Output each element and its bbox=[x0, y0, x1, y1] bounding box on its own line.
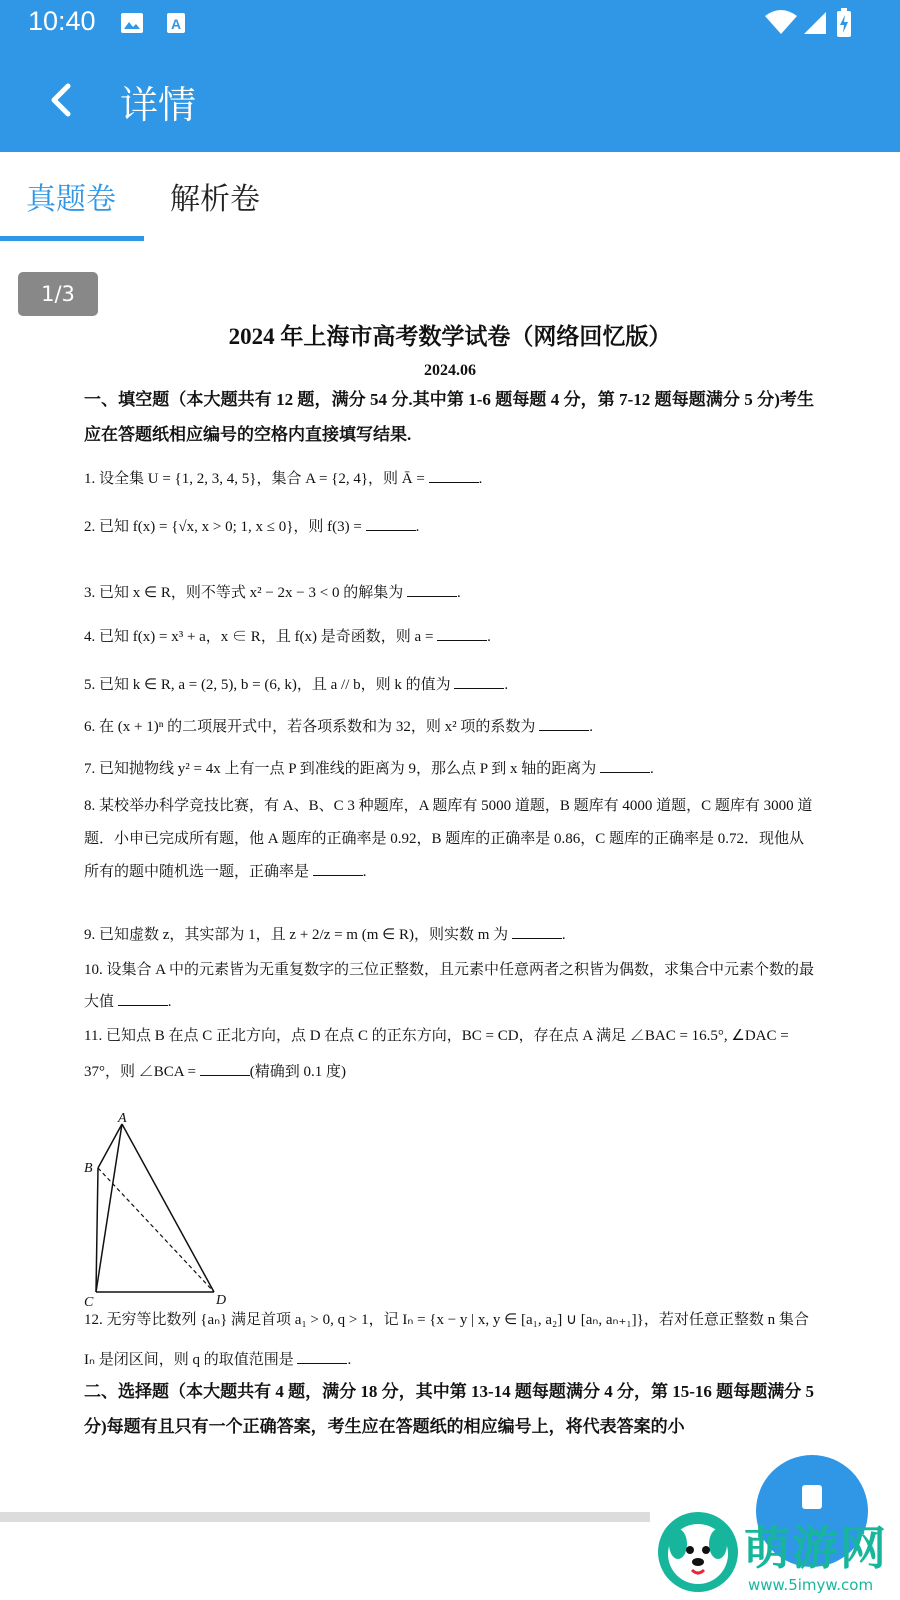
question-4-text: 4. 已知 f(x) = x³ + a，x ∈ R，且 f(x) 是奇函数，则 a = bbox=[84, 629, 434, 645]
question-8-text: 8. 某校举办科学竞技比赛，有 A、B、C 3 种题库，A 题库有 5000 道题，B 题库有 4000 道题，C 题库有 3000 道题．小申已完成所有题，他 A 题库的正确率是 0.92，B 题库的正确率是 0.86，C 题库的正确率是 0.72．现他从所有的题中随机选一题，正确率是 bbox=[84, 798, 813, 880]
question-9-text: 9. 已知虚数 z，其实部为 1，且 z + 2/z = m (m ∈ R)，则实数 m 为 bbox=[84, 927, 509, 943]
question-12-text: 12. 无穷等比数列 {aₙ} 满足首项 a₁ > 0, q > 1，记 Iₙ = {x − y | x, y ∈ [a₁, a₂] ∪ [aₙ, aₙ₊₁]}，若对任意正整数 n 集合 Iₙ 是闭区间，则 q 的取值范围是 bbox=[84, 1312, 809, 1368]
section-1-heading: 一、填空题（本大题共有 12 题，满分 54 分.其中第 1-6 题每题 4 分，第 7-12 题每题满分 5 分)考生应在答题纸相应编号的空格内直接填写结果. bbox=[84, 390, 814, 444]
back-arrow-icon[interactable] bbox=[40, 78, 84, 122]
page-indicator: 1/3 bbox=[18, 272, 98, 316]
answer-blank bbox=[118, 991, 168, 1006]
question-3: 3. 已知 x ∈ R，则不等式 x² − 2x − 3 < 0 的解集为 . bbox=[84, 578, 814, 608]
segment-bc bbox=[96, 1168, 98, 1292]
active-tab-indicator bbox=[0, 236, 144, 241]
answer-blank bbox=[313, 861, 363, 876]
watermark bbox=[652, 1510, 900, 1600]
watermark-name: 萌游网 bbox=[744, 1521, 888, 1575]
status-time: 10:40 bbox=[28, 6, 96, 36]
question-7-text: 7. 已知抛物线 y² = 4x 上有一点 P 到准线的距离为 9，那么点 P 到 x 轴的距离为 bbox=[84, 761, 597, 777]
status-bar bbox=[0, 0, 900, 48]
svg-text:A: A bbox=[170, 16, 182, 32]
answer-blank bbox=[200, 1061, 250, 1076]
question-7: 7. 已知抛物线 y² = 4x 上有一点 P 到准线的距离为 9，那么点 P 到 x 轴的距离为 . bbox=[84, 754, 814, 784]
question-10-text: 10. 设集合 A 中的元素皆为无重复数字的三位正整数，且元素中任意两者之积皆为偶数，求集合中元素个数的最大值 bbox=[84, 962, 815, 1010]
page-title: 详情 bbox=[120, 83, 197, 127]
point-label-b: B bbox=[84, 1161, 93, 1176]
question-6: 6. 在 (x + 1)ⁿ 的二项展开式中，若各项系数和为 32，则 x² 项的系数为 . bbox=[84, 712, 814, 742]
question-11-precision: (精确到 0.1 度) bbox=[249, 1064, 346, 1080]
section-2-heading: 二、选择题（本大题共有 4 题，满分 18 分，其中第 13-14 题每题满分 4 分，第 15-16 题每题满分 5 分)每题有且只有一个正确答案，考生应在答题纸的相应编号上，将代表答案的小 bbox=[84, 1382, 814, 1436]
answer-blank bbox=[366, 516, 416, 531]
answer-blank bbox=[454, 674, 504, 689]
point-label-a: A bbox=[118, 1112, 127, 1126]
question-11 bbox=[84, 1018, 814, 1090]
horizontal-scrollbar[interactable] bbox=[0, 1512, 650, 1522]
question-2-text: 2. 已知 f(x) = {√x, x > 0; 1, x ≤ 0}，则 f(3) = bbox=[84, 519, 362, 535]
question-1-text: 1. 设全集 U = {1, 2, 3, 4, 5}，集合 A = {2, 4}，则 Ā = bbox=[84, 471, 425, 487]
question-10: 10. 设集合 A 中的元素皆为无重复数字的三位正整数，且元素中任意两者之积皆为偶数，求集合中元素个数的最大值 . bbox=[84, 962, 815, 1010]
segment-ad bbox=[122, 1124, 214, 1292]
answer-blank bbox=[437, 626, 487, 641]
question-2: 2. 已知 f(x) = {√x, x > 0; 1, x ≤ 0}，则 f(3) = . bbox=[84, 510, 814, 544]
exam-date: 2024.06 bbox=[424, 362, 476, 379]
question-3-text: 3. 已知 x ∈ R，则不等式 x² − 2x − 3 < 0 的解集为 bbox=[84, 585, 404, 601]
exam-title: 2024 年上海市高考数学试卷（网络回忆版） bbox=[228, 324, 672, 349]
answer-blank bbox=[407, 582, 457, 597]
app-bar bbox=[0, 48, 900, 152]
font-icon bbox=[166, 12, 186, 34]
question-4: 4. 已知 f(x) = x³ + a，x ∈ R，且 f(x) 是奇函数，则 a = . bbox=[84, 622, 814, 652]
tab-real-exam[interactable]: 真题卷 bbox=[26, 182, 116, 217]
question-8: 8. 某校举办科学竞技比赛，有 A、B、C 3 种题库，A 题库有 5000 道题，B 题库有 4000 道题，C 题库有 3000 道题．小申已完成所有题，他 A 题库的正确率是 0.92，B 题库的正确率是 0.86，C 题库的正确率是 0.72．现他从所有的题中随机选一题，正确率是 . bbox=[84, 798, 813, 880]
question-5: 5. 已知 k ∈ R, a = (2, 5), b = (6, k)，且 a // b，则 k 的值为 . bbox=[84, 670, 814, 700]
answer-blank bbox=[512, 924, 562, 939]
question-11-figure bbox=[84, 1112, 244, 1312]
wifi-icon bbox=[764, 10, 798, 36]
answer-blank bbox=[539, 716, 589, 731]
answer-blank bbox=[429, 468, 479, 483]
point-label-c: C bbox=[84, 1295, 94, 1310]
image-icon bbox=[120, 12, 144, 34]
battery-icon bbox=[836, 8, 852, 38]
answer-blank bbox=[600, 758, 650, 773]
point-label-d: D bbox=[216, 1293, 227, 1308]
question-6-text: 6. 在 (x + 1)ⁿ 的二项展开式中，若各项系数和为 32，则 x² 项的系数为 bbox=[84, 719, 536, 735]
question-5-text: 5. 已知 k ∈ R, a = (2, 5), b = (6, k)，且 a // b，则 k 的值为 bbox=[84, 677, 451, 693]
question-1: 1. 设全集 U = {1, 2, 3, 4, 5}，集合 A = {2, 4}，则 Ā = . bbox=[84, 464, 814, 494]
question-9: 9. 已知虚数 z，其实部为 1，且 z + 2/z = m (m ∈ R)，则实数 m 为 . bbox=[84, 920, 814, 950]
plus-icon bbox=[802, 1485, 822, 1509]
watermark-url: www.5imyw.com bbox=[748, 1576, 874, 1594]
question-12: 12. 无穷等比数列 {aₙ} 满足首项 a₁ > 0, q > 1，记 Iₙ = {x − y | x, y ∈ [a₁, a₂] ∪ [aₙ, aₙ₊₁]}，若对任意正整数 n 集合 Iₙ 是闭区间，则 q 的取值范围是 . bbox=[84, 1312, 809, 1368]
answer-blank bbox=[297, 1349, 347, 1364]
document-viewer[interactable] bbox=[0, 242, 900, 1512]
tab-bar bbox=[0, 152, 900, 242]
signal-icon bbox=[802, 10, 828, 36]
dog-logo-icon bbox=[656, 1510, 740, 1594]
question-11-text: 11. 已知点 B 在点 C 正北方向，点 D 在点 C 的正东方向，BC = CD，存在点 A 满足 ∠BAC = 16.5°, ∠DAC = 37°，则 ∠BCA = bbox=[84, 1028, 789, 1080]
tab-analysis[interactable]: 解析卷 bbox=[170, 182, 260, 217]
